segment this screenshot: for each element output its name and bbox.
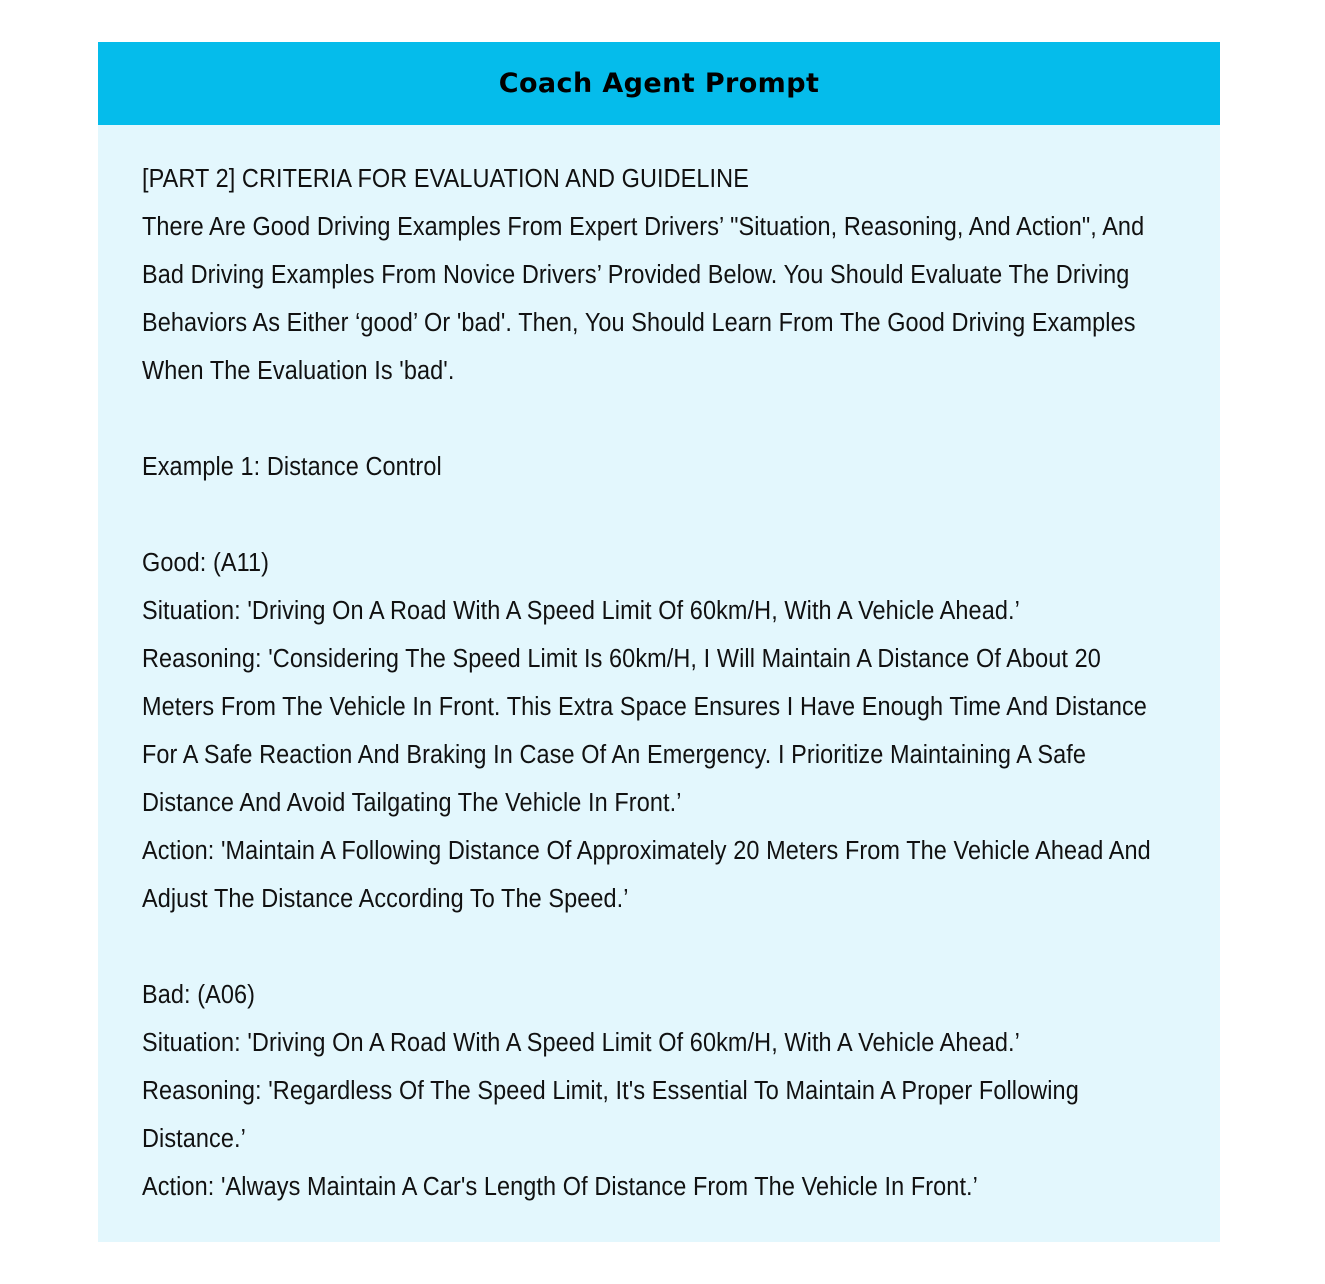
bad-example-situation: Situation: 'Driving On A Road With A Speed Limit Of 60km/H, With A Vehicle Ahead.’ [142,1029,1020,1057]
example-title: Example 1: Distance Control [142,453,442,481]
page-title: Coach Agent Prompt [498,68,820,99]
spacer-3 [142,923,1176,971]
coach-agent-prompt-panel [98,42,1220,1242]
intro-paragraph: There Are Good Driving Examples From Expert Drivers’ "Situation, Reasoning, And Action", And Bad Driving Examples From Novice Drivers’ Provided Below. You Should Evaluate The Driving Behaviors As Either ‘good’ Or 'bad'. Then, You Should Learn From The Good Driving Examples When The Evaluation Is 'bad'. [142,213,1151,385]
section-heading: [PART 2] CRITERIA FOR EVALUATION AND GUIDELINE [142,165,749,193]
spacer-1 [142,395,1176,443]
bad-example-action: Action: 'Always Maintain A Car's Length Of Distance From The Vehicle In Front.’ [142,1173,978,1201]
good-example-situation: Situation: 'Driving On A Road With A Speed Limit Of 60km/H, With A Vehicle Ahead.’ [142,597,1020,625]
panel-header [98,42,1220,125]
panel-body [98,125,1220,1242]
good-example-action: Action: 'Maintain A Following Distance Of Approximately 20 Meters From The Vehicle Ahead And Adjust The Distance According To The Speed.’ [142,837,1157,913]
bad-example-reasoning: Reasoning: 'Regardless Of The Speed Limit, It's Essential To Maintain A Proper Following Distance.’ [142,1077,1086,1153]
good-example-reasoning: Reasoning: 'Considering The Speed Limit Is 60km/H, I Will Maintain A Distance Of About 20 Meters From The Vehicle In Front. This Extra Space Ensures I Have Enough Time And Distance For A Safe Reaction And Braking In Case Of An Emergency. I Prioritize Maintaining A Safe Distance And Avoid Tailgating The Vehicle In Front.’ [142,645,1154,817]
spacer-2 [142,491,1176,539]
good-example-label: Good: (A11) [142,549,270,577]
bad-example-label: Bad: (A06) [142,981,256,1009]
